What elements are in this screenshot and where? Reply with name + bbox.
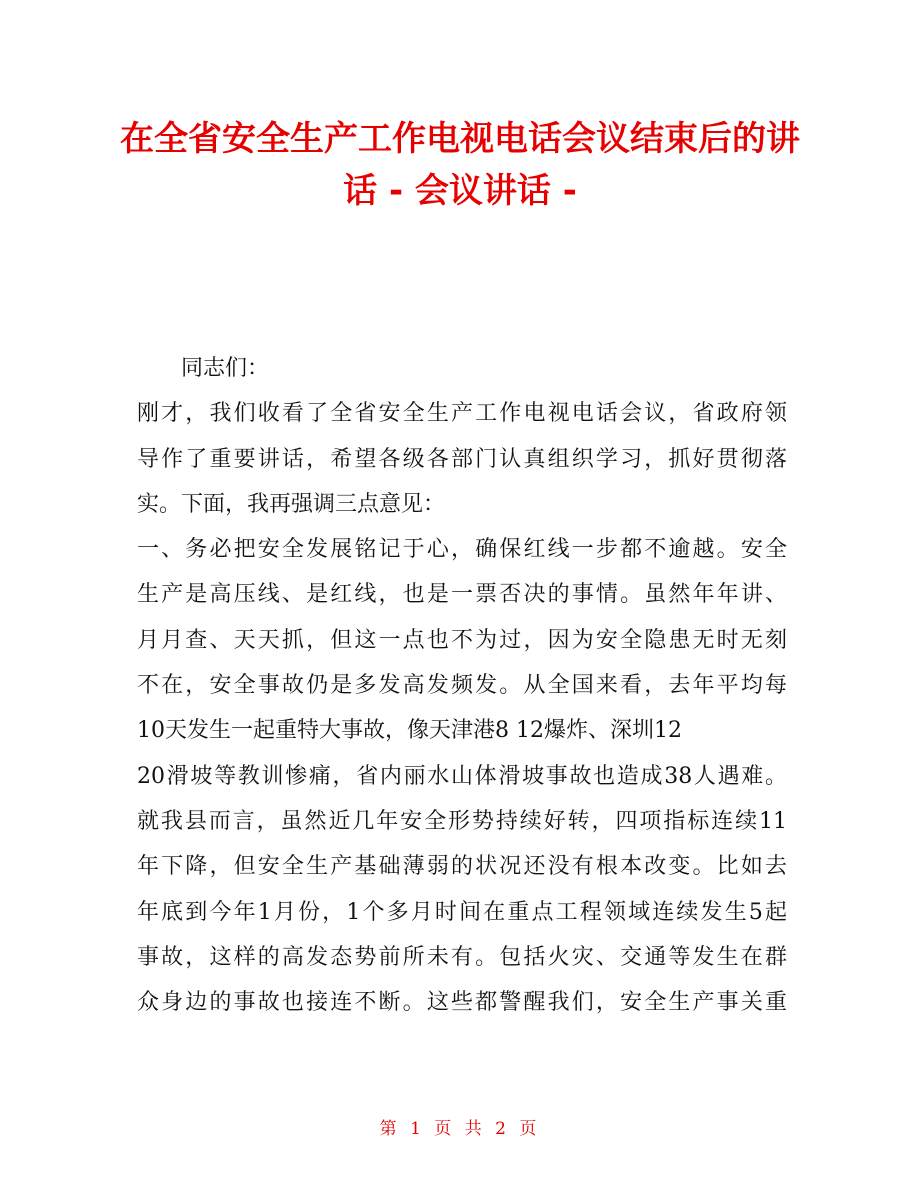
body-line: 月月查、天天抓，但这一点也不为过，因为安全隐患无时无刻 [137, 627, 787, 653]
body-line: 一、务必把安全发展铭记于心，确保红线一步都不逾越。安全 [137, 537, 787, 563]
body-line: 实。下面，我再强调三点意见： [137, 491, 446, 517]
body-line: 事故，这样的高发态势前所未有。包括火灾、交通等发生在群 [137, 944, 787, 970]
body-line: 20滑坡等教训惨痛，省内丽水山体滑坡事故也造成38人遇难。 [137, 763, 787, 789]
body-line: 导作了重要讲话，希望各级各部门认真组织学习，抓好贯彻落 [137, 446, 787, 472]
body-line: 年底到今年1月份，1个多月时间在重点工程领域连续发生5起 [137, 899, 787, 925]
body-line: 年下降，但安全生产基础薄弱的状况还没有根本改变。比如去 [137, 854, 787, 880]
body-line: 众身边的事故也接连不断。这些都警醒我们，安全生产事关重 [137, 990, 787, 1016]
page-footer: 第 1 页 共 2 页 [379, 1119, 541, 1139]
body-line: 不在，安全事故仍是多发高发频发。从全国来看，去年平均每 [137, 673, 787, 699]
body-line: 10天发生一起重特大事故，像天津港8 12爆炸、深圳12 [137, 718, 682, 744]
body-line: 刚才，我们收看了全省安全生产工作电视电话会议，省政府领 [137, 401, 787, 427]
title-line-2: 话 - 会议讲话 - [343, 171, 577, 211]
body-line: 生产是高压线、是红线，也是一票否决的事情。虽然年年讲、 [137, 582, 787, 608]
body-line: 就我县而言，虽然近几年安全形势持续好转，四项指标连续11 [137, 808, 787, 834]
salutation: 同志们： [181, 356, 270, 381]
document-title [120, 113, 800, 217]
title-line-1: 在全省安全生产工作电视电话会议结束后的讲 [120, 119, 800, 159]
document-body [137, 346, 787, 1025]
